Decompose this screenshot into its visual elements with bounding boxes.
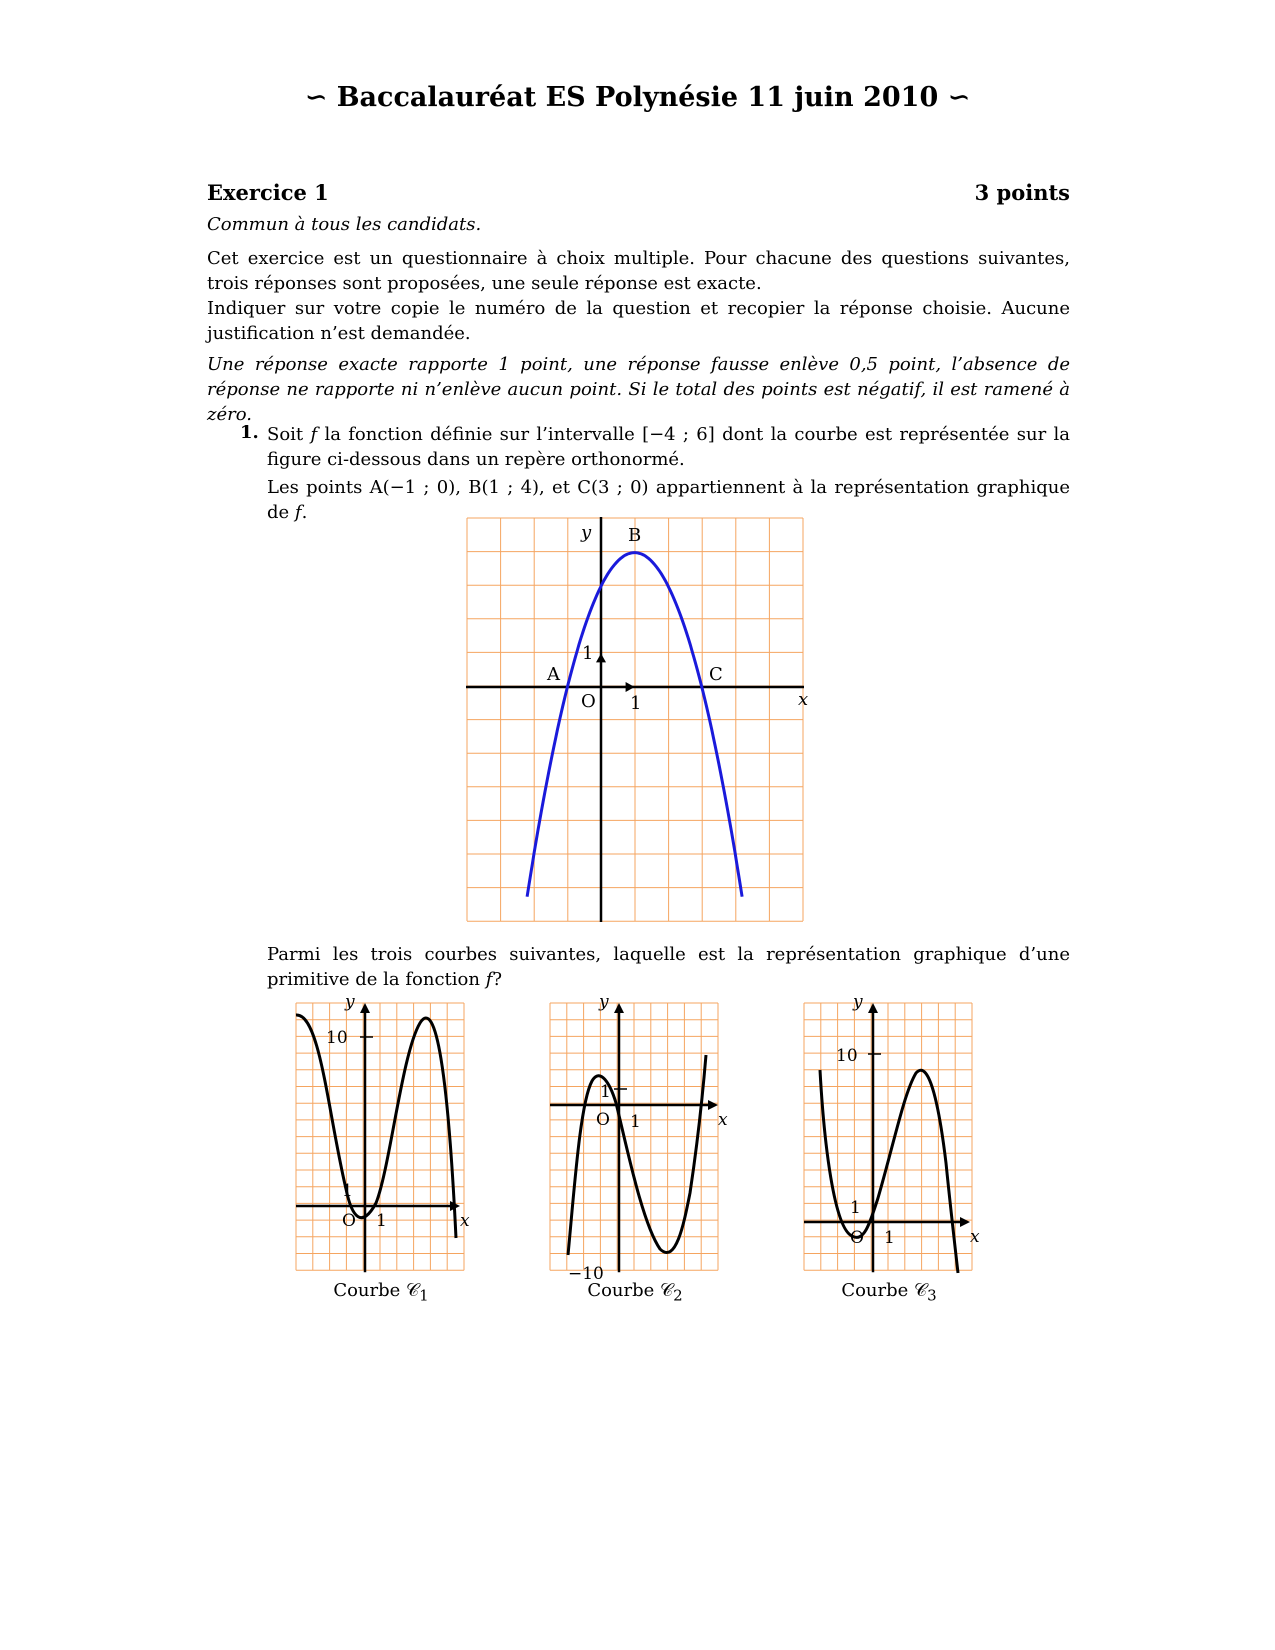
tick-label-1x: 1	[884, 1228, 895, 1248]
tick-label-1y: 1	[342, 1181, 353, 1201]
label-y: y	[599, 992, 609, 1012]
exercise-name: Exercice 1	[207, 180, 329, 205]
curve-c1-graph	[290, 993, 475, 1278]
q-text-b: la fonction définie sur l’intervalle [−4 ; 6] dont la courbe est représentée sur la figure ci-dessous dans un repère orthonormé.	[267, 424, 1070, 470]
caption-c2-text: Courbe 𝒞	[587, 1280, 674, 1301]
label-x: x	[798, 689, 809, 710]
label-origin: O	[596, 1110, 610, 1130]
label-x: x	[460, 1211, 470, 1231]
q-points-end: .	[301, 502, 308, 523]
question-text	[267, 422, 1070, 525]
label-point-C: C	[709, 664, 723, 685]
scoring-rules: Une réponse exacte rapporte 1 point, une réponse fausse enlève 0,5 point, l’absence de réponse ne rapporte ni n’enlève aucun point. Si le total des points est négatif, il est ramené à zéro.	[207, 354, 1070, 425]
label-y: y	[853, 992, 863, 1012]
ornament-left-icon: ∽	[304, 82, 328, 113]
y-arrow-icon	[360, 1003, 370, 1013]
tick-label-1y: 1	[850, 1198, 861, 1218]
label-point-B: B	[628, 525, 642, 546]
q-text-a: Soit	[267, 424, 304, 445]
tick-label-10: 10	[836, 1046, 858, 1066]
caption-c3-sub: 3	[927, 1286, 937, 1305]
main-function-graph	[466, 517, 809, 925]
y-arrow-icon	[868, 1003, 878, 1013]
label-y: y	[345, 992, 355, 1012]
exercise-points: 3 points	[974, 180, 1070, 205]
question-number: 1.	[240, 422, 259, 443]
unit-arrow-j-icon	[596, 653, 606, 662]
label-x: x	[718, 1110, 728, 1130]
label-origin: O	[342, 1211, 356, 1231]
question-after-figure	[267, 942, 1070, 992]
caption-c1	[291, 1280, 471, 1305]
curve-line	[568, 1055, 706, 1255]
caption-c1-sub: 1	[419, 1286, 429, 1305]
caption-c2-sub: 2	[673, 1286, 683, 1305]
intro-paragraph-1: Cet exercice est un questionnaire à choix multiple. Pour chacune des questions suivantes, trois réponses sont proposées, une seule réponse est exacte.	[207, 248, 1070, 294]
curve-c2-graph	[544, 992, 729, 1284]
exercise-intro	[207, 246, 1070, 346]
caption-c2	[545, 1280, 725, 1305]
ornament-right-icon: ∽	[947, 82, 971, 113]
x-arrow-icon	[708, 1100, 718, 1110]
y-arrow-icon	[614, 1003, 624, 1013]
label-origin: O	[850, 1228, 864, 1248]
exercise-header	[207, 180, 1070, 205]
page-title	[0, 82, 1275, 113]
q-function-name-2: f	[294, 502, 302, 523]
label-x: x	[970, 1227, 980, 1247]
caption-c1-text: Courbe 𝒞	[333, 1280, 420, 1301]
curve-c3-graph	[798, 993, 988, 1278]
q-function-name: f	[310, 424, 318, 445]
q-after-text: Parmi les trois courbes suivantes, laquelle est la représentation graphique d’une primitive de la fonction	[267, 944, 1070, 990]
label-unit-x: 1	[630, 693, 642, 714]
label-unit-y: 1	[582, 643, 594, 664]
unit-arrow-i-icon	[626, 682, 635, 692]
exercise-audience: Commun à tous les candidats.	[207, 214, 482, 235]
label-point-A: A	[547, 664, 560, 685]
caption-c3-text: Courbe 𝒞	[841, 1280, 928, 1301]
tick-label-10: 10	[326, 1028, 348, 1048]
tick-label-1x: 1	[376, 1211, 387, 1231]
x-arrow-icon	[960, 1217, 970, 1227]
q-after-end: ?	[492, 969, 503, 990]
tick-label-10: −10	[568, 1264, 604, 1284]
q-function-name-3: f	[485, 969, 493, 990]
curve-line	[296, 1015, 456, 1238]
tick-label-1y: 1	[600, 1082, 611, 1102]
intro-paragraph-2: Indiquer sur votre copie le numéro de la question et recopier la réponse choisie. Aucune justification n’est demandée.	[207, 298, 1070, 344]
caption-c3	[799, 1280, 979, 1305]
q-points-line: Les points A(−1 ; 0), B(1 ; 4), et C(3 ; 0) appartiennent à la représentation graphique de	[267, 477, 1070, 523]
label-origin: O	[581, 691, 596, 712]
label-y: y	[581, 522, 592, 543]
tick-label-1x: 1	[630, 1112, 641, 1132]
title-text: Baccalauréat ES Polynésie 11 juin 2010	[336, 82, 939, 113]
